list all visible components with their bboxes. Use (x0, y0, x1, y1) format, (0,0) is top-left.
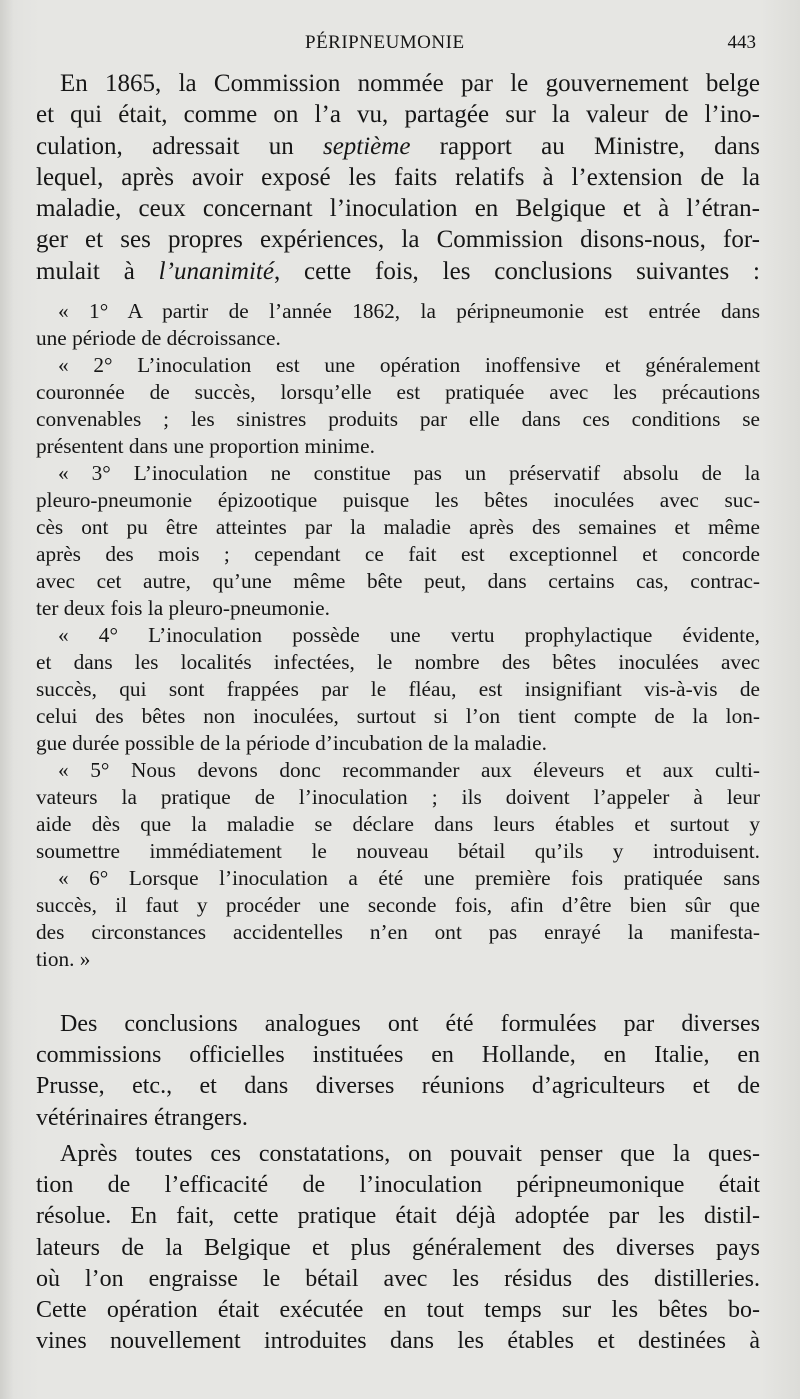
page-body (36, 68, 760, 1357)
text-run: culation, adressait un (36, 132, 323, 160)
text-line: commissions officielles instituées en Hollande, en Italie, en (36, 1042, 760, 1069)
text-line: lateurs de la Belgique et plus généralement des diverses pays (36, 1234, 760, 1261)
text-line: vines nouvellement introduites dans les étables et destinées à (36, 1328, 760, 1355)
paragraph-question-resolved (36, 1139, 760, 1357)
text-line: « 4° L’inoculation possède une vertu prophylactique évidente, (58, 623, 760, 648)
text-line: ter deux fois la pleuro-pneumonie. (36, 596, 330, 621)
text-line (36, 131, 760, 162)
text-line: convenables ; les sinistres produits par elle dans ces conditions se (36, 407, 760, 432)
text-line: où l’on engraisse le bétail avec les résidus des distilleries. (36, 1265, 760, 1292)
text-line: tion. » (36, 947, 91, 972)
running-head: PÉRIPNEUMONIE (305, 32, 465, 53)
text-line: présentent dans une proportion minime. (36, 434, 375, 459)
text-line: cès ont pu être atteintes par la maladie après des semaines et même (36, 515, 760, 540)
text-line: succès, qui sont frappées par le fléau, est insignifiant vis-à-vis de (36, 677, 760, 702)
text-line: vateurs la pratique de l’inoculation ; ils doivent l’appeler à leur (36, 785, 760, 810)
text-line: soumettre immédiatement le nouveau bétail qu’ils y introduisent. (36, 839, 760, 864)
text-line: après des mois ; cependant ce fait est exceptionnel et concorde (36, 542, 760, 567)
text-line: tion de l’efficacité de l’inoculation péripneumonique était (36, 1172, 760, 1199)
text-line: Des conclusions analogues ont été formulées par diverses (60, 1011, 760, 1038)
page-header (0, 30, 800, 64)
text-line: couronnée de succès, lorsqu’elle est pratiquée avec les précautions (36, 380, 760, 405)
text-line: avec cet autre, qu’une même bête peut, dans certains cas, contrac- (36, 569, 760, 594)
text-line: « 5° Nous devons donc recommander aux éleveurs et aux culti- (58, 758, 760, 783)
text-run: rapport au Ministre, dans (410, 132, 760, 160)
text-line: celui des bêtes non inoculées, surtout si l’on tient compte de la lon- (36, 704, 760, 729)
italic-word: septième (322, 132, 411, 160)
text-line: Après toutes ces constatations, on pouvait penser que la ques- (60, 1140, 760, 1167)
text-line: Cette opération était exécutée en tout temps sur les bêtes bo- (36, 1296, 760, 1323)
text-line: aide dès que la maladie se déclare dans leurs étables et surtout y (36, 812, 760, 837)
text-line: une période de décroissance. (36, 326, 281, 351)
italic-word: l’unanimité (158, 257, 274, 285)
text-line: gue durée possible de la période d’incubation de la maladie. (36, 731, 547, 756)
text-run: , cette fois, les conclusions suivantes : (273, 257, 760, 285)
paragraph-analogous-conclusions (36, 1009, 760, 1134)
text-line: succès, il faut y procéder une seconde fois, afin d’être bien sûr que (36, 893, 760, 918)
text-line: « 3° L’inoculation ne constitue pas un préservatif absolu de la (58, 461, 760, 486)
text-line: résolue. En fait, cette pratique était déjà adoptée par les distil- (36, 1203, 760, 1230)
text-line: Prusse, etc., et dans diverses réunions d’agriculteurs et de (36, 1073, 760, 1100)
text-line (36, 256, 760, 287)
page-number: 443 (727, 32, 756, 53)
text-line: « 6° Lorsque l’inoculation a été une première fois pratiquée sans (58, 866, 760, 891)
text-line: maladie, ceux concernant l’inoculation en Belgique et à l’étran- (36, 195, 760, 223)
text-line: et qui était, comme on l’a vu, partagée sur la valeur de l’ino- (36, 101, 760, 129)
text-line: lequel, après avoir exposé les faits relatifs à l’extension de la (36, 163, 760, 191)
text-line: des circonstances accidentelles n’en ont pas enrayé la manifesta- (36, 920, 760, 945)
text-line: En 1865, la Commission nommée par le gouvernement belge (60, 70, 760, 97)
text-line: ger et ses propres expériences, la Commission disons-nous, for- (36, 226, 760, 254)
text-run: mulait à (36, 257, 159, 285)
text-line: et dans les localités infectées, le nombre des bêtes inoculées avec (36, 650, 760, 675)
text-line: pleuro-pneumonie épizootique puisque les bêtes inoculées avec suc- (36, 488, 760, 513)
text-line: « 1° A partir de l’année 1862, la péripneumonie est entrée dans (58, 299, 760, 324)
text-line: « 2° L’inoculation est une opération inoffensive et généralement (58, 353, 760, 378)
quoted-conclusions (36, 298, 760, 973)
paragraph-commission-report (36, 68, 760, 287)
text-line: vétérinaires étrangers. (36, 1104, 248, 1131)
